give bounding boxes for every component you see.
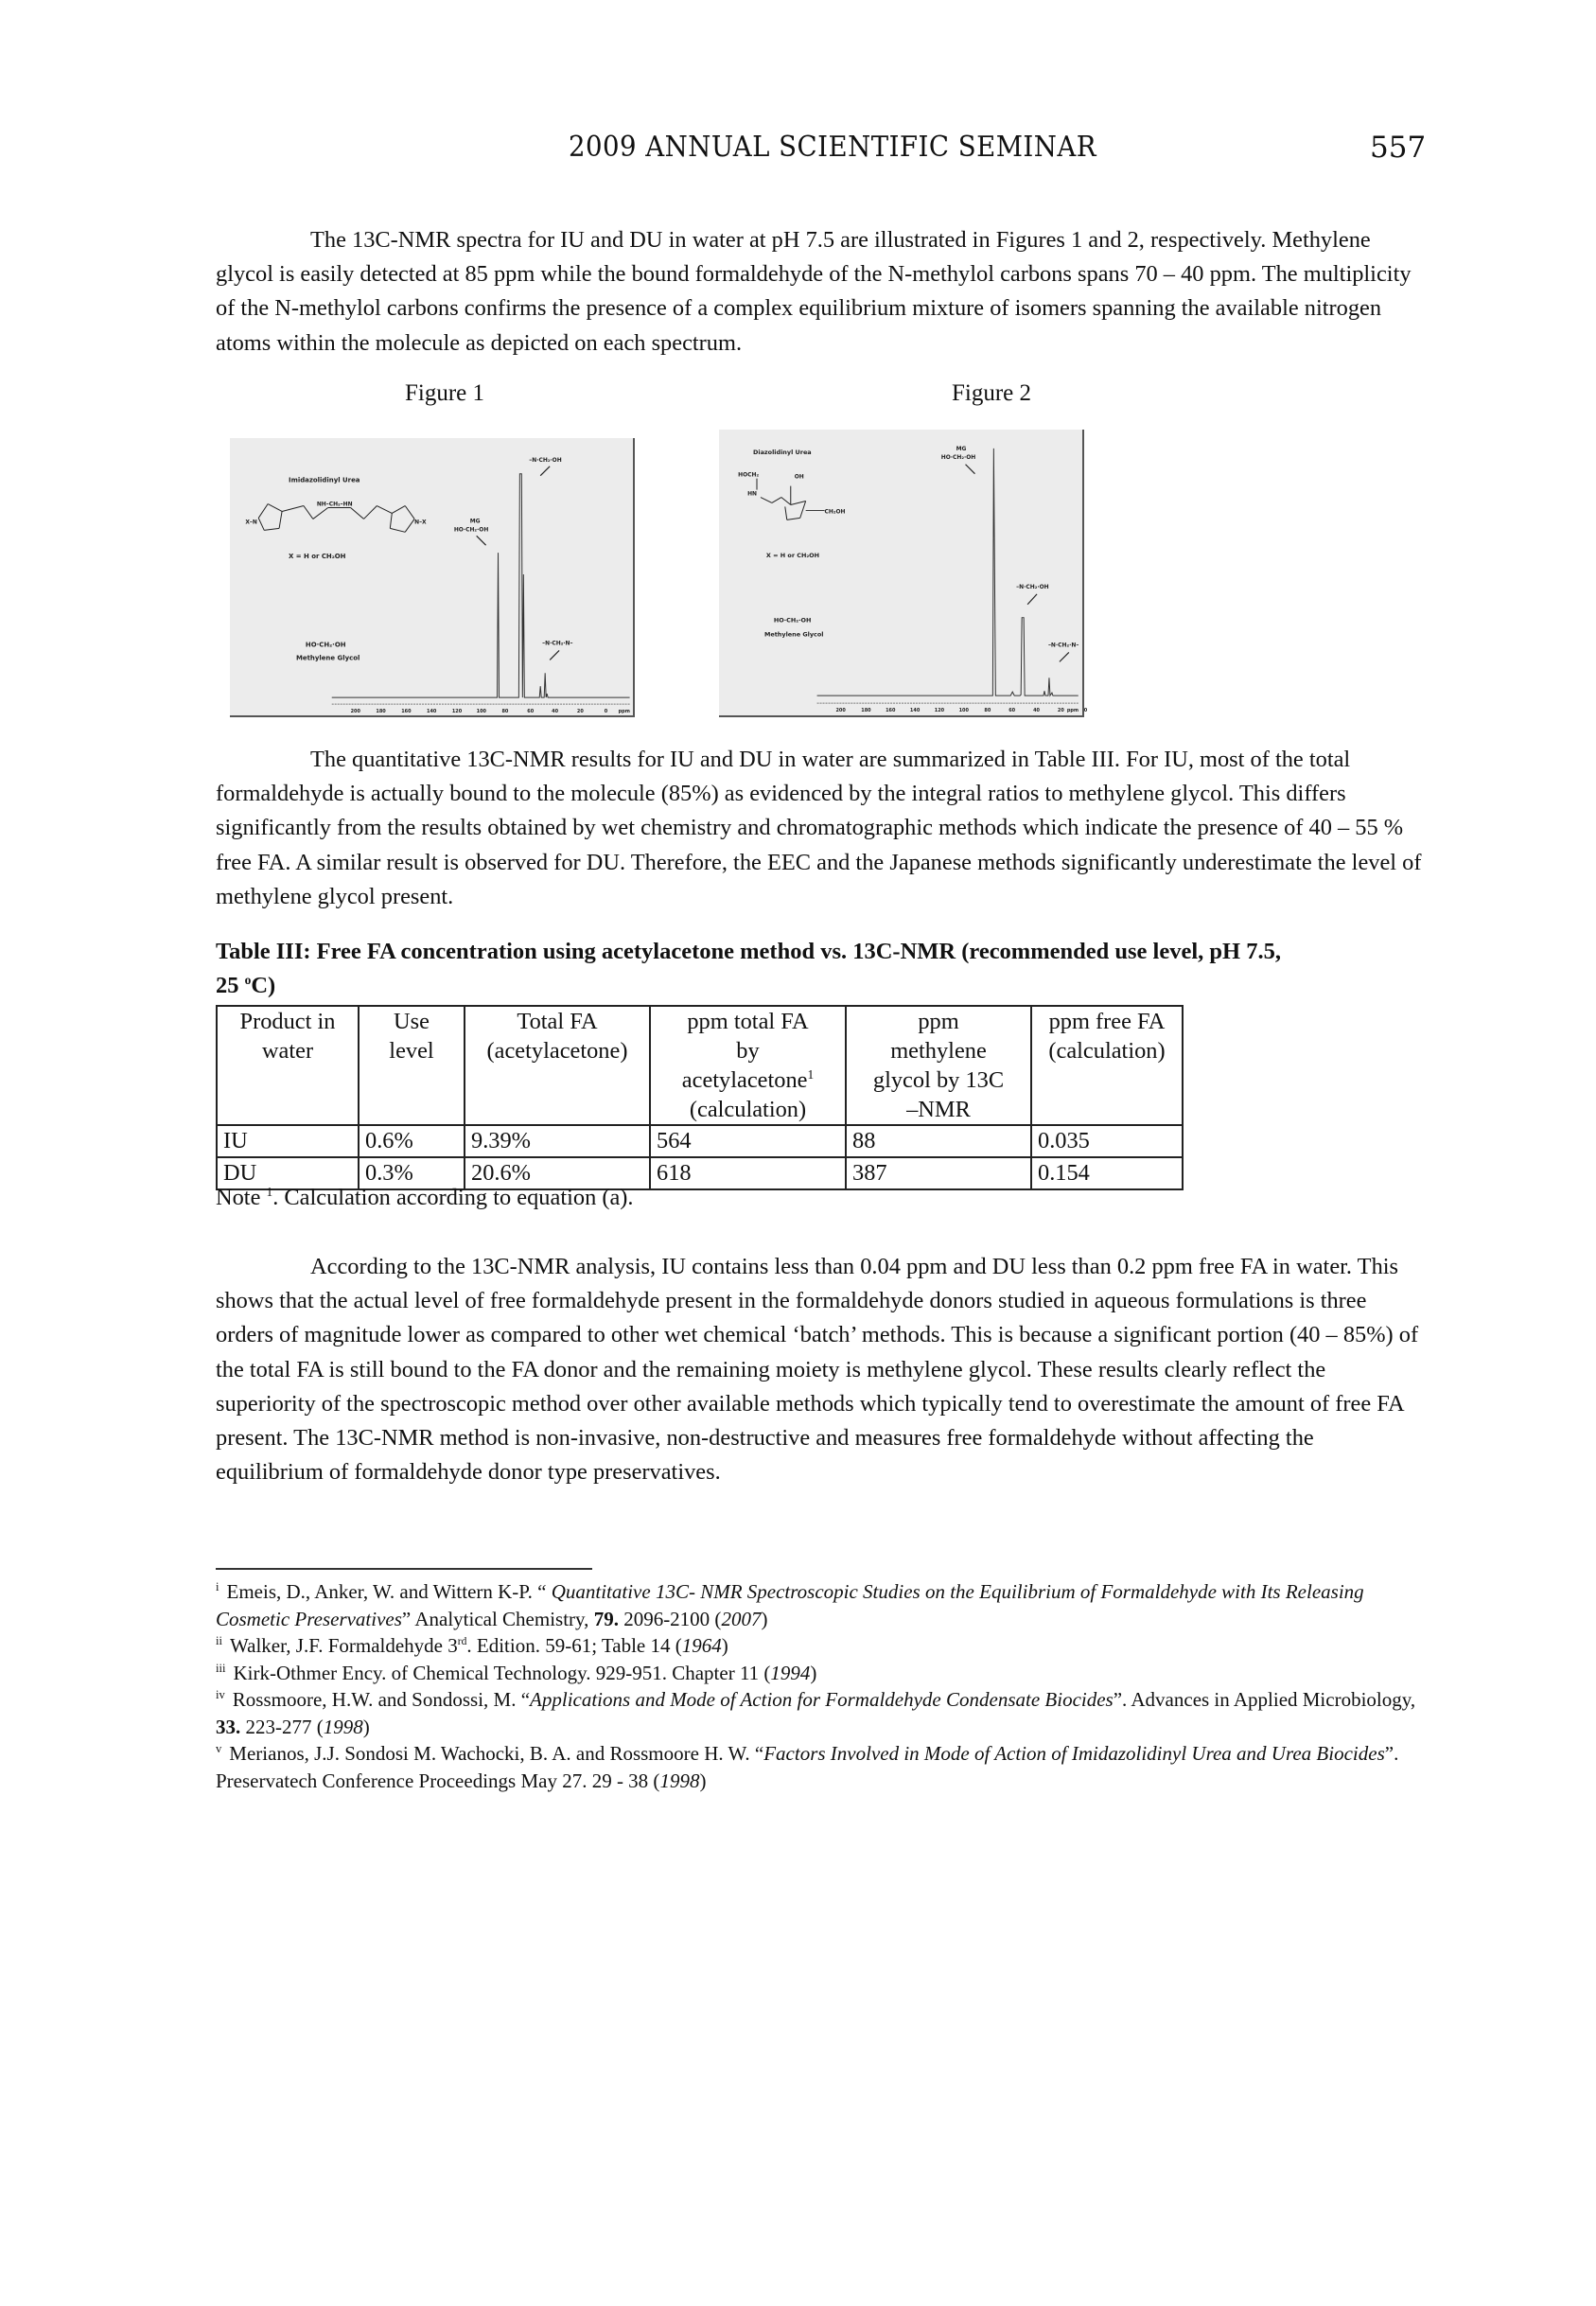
column-header-ppm-free-fa: ppm free FA (calculation) bbox=[1031, 1006, 1183, 1125]
svg-text:60: 60 bbox=[1008, 708, 1016, 714]
svg-text:X–N: X–N bbox=[245, 519, 257, 526]
column-header-use-level: Use level bbox=[359, 1006, 465, 1125]
figure-1-nmr-spectrum bbox=[230, 438, 635, 717]
svg-text:200: 200 bbox=[350, 709, 360, 715]
cell-total-fa: 20.6% bbox=[465, 1157, 650, 1189]
cell-product: IU bbox=[217, 1125, 359, 1157]
svg-text:100: 100 bbox=[958, 708, 969, 714]
running-title: 2009 ANNUAL SCIENTIFIC SEMINAR bbox=[568, 131, 1097, 164]
arrow-icon bbox=[1060, 652, 1069, 661]
substituent-note: X = H or CH₂OH bbox=[765, 552, 820, 560]
svg-text:OH: OH bbox=[794, 473, 804, 481]
substituent-note: X = H or CH₂OH bbox=[289, 553, 346, 561]
cell-ppm-total-fa: 618 bbox=[650, 1157, 846, 1189]
footnote-marker: v bbox=[216, 1742, 222, 1755]
footnote-marker: iv bbox=[216, 1688, 225, 1701]
cell-ppm-methylene-glycol: 88 bbox=[846, 1125, 1031, 1157]
figure-2-nmr-spectrum bbox=[719, 430, 1088, 717]
cell-product: DU bbox=[217, 1157, 359, 1189]
mg-peak-label: HO·CH₂·OH bbox=[453, 526, 489, 534]
footnote-iv: $^{iv}$ Rossmoore, H.W. and Sondossi, M. “Applications and Mode of Action for Formaldehyde Condensate Biocides”. Advances in Applied Microbiology, 33. 223-277 (1998) bbox=[216, 1688, 1416, 1738]
footnote-separator bbox=[216, 1568, 592, 1570]
footnote-ii: $^{ii}$ Walker, J.F. Formaldehyde 3rd. Edition. 59-61; Table 14 (1964) bbox=[216, 1634, 728, 1657]
svg-text:80: 80 bbox=[501, 709, 509, 715]
footnote-marker: ii bbox=[216, 1634, 222, 1647]
svg-text:0: 0 bbox=[604, 709, 608, 715]
footnote-v: $^v$ Merianos, J.J. Sondosi M. Wachocki, B. A. and Rossmoore H. W. “Factors Involved in Mode of Action of Imidazolidinyl Urea and Urea Biocides”. Preservatech Conference Proceedings May 27. 29 - 38 (1998) bbox=[216, 1742, 1399, 1792]
table-header-row bbox=[217, 1006, 1183, 1125]
spectrum-trace bbox=[817, 449, 1079, 695]
svg-text:140: 140 bbox=[909, 708, 921, 714]
svg-text:200: 200 bbox=[835, 708, 846, 714]
cell-total-fa: 9.39% bbox=[465, 1125, 650, 1157]
footnotes bbox=[216, 1578, 1427, 1794]
column-header-total-fa: Total FA (acetylacetone) bbox=[465, 1006, 650, 1125]
svg-text:NH–CH₂–HN: NH–CH₂–HN bbox=[316, 501, 353, 508]
compound-name-label: Imidazolidinyl Urea bbox=[289, 476, 360, 484]
svg-text:120: 120 bbox=[451, 709, 463, 715]
mg-peak-label: HO·CH₂·OH bbox=[940, 453, 976, 461]
column-header-ppm-total-fa: ppm total FA by acetylacetone$^1$ (calculation) bbox=[650, 1006, 846, 1125]
svg-text:ppm: ppm bbox=[1066, 708, 1079, 714]
svg-text:40: 40 bbox=[552, 709, 559, 715]
svg-text:100: 100 bbox=[476, 709, 487, 715]
mg-tag-label: MG bbox=[469, 518, 481, 525]
svg-text:40: 40 bbox=[1033, 708, 1040, 714]
svg-text:160: 160 bbox=[401, 709, 412, 715]
nmr-spectrum-iu-chart bbox=[230, 438, 633, 715]
nmr-spectrum-du-chart bbox=[719, 430, 1088, 715]
table-note: Note $^1$. Calculation according to equation (a). bbox=[216, 1184, 634, 1210]
running-head bbox=[0, 131, 1596, 168]
figure-1-caption: Figure 1 bbox=[405, 380, 485, 406]
svg-text:80: 80 bbox=[984, 708, 991, 714]
footnote-marker: i bbox=[216, 1580, 219, 1593]
n-ch2-oh-label: –N·CH₂·OH bbox=[529, 456, 562, 464]
imidazolidinyl-urea-structure-icon bbox=[258, 501, 414, 533]
figure-2-caption: Figure 2 bbox=[952, 380, 1032, 406]
footnote-i: $^i$ Emeis, D., Anker, W. and Wittern K-P. “ Quantitative 13C- NMR Spectroscopic Studies on the Equilibrium of Formaldehyde with Its Releasing Cosmetic Preservatives” Analytical Chemistry, 79. 2096-2100 (2007) bbox=[216, 1580, 1364, 1630]
table-row-iu bbox=[217, 1125, 1183, 1157]
n-ch2-n-label: –N·CH₂·N– bbox=[1047, 642, 1079, 649]
mg-tag-label: MG bbox=[956, 445, 967, 452]
methylene-glycol-formula: HO·CH₂·OH bbox=[773, 616, 812, 625]
footnote-marker: iii bbox=[216, 1661, 226, 1675]
svg-text:160: 160 bbox=[886, 708, 896, 714]
svg-text:20: 20 bbox=[1057, 708, 1064, 714]
svg-text:60: 60 bbox=[527, 709, 535, 715]
diazolidinyl-urea-structure-icon bbox=[757, 479, 825, 520]
cell-ppm-free-fa: 0.035 bbox=[1031, 1125, 1183, 1157]
cell-ppm-free-fa: 0.154 bbox=[1031, 1157, 1183, 1189]
column-header-ppm-methylene-glycol: ppm methylene glycol by 13C –NMR bbox=[846, 1006, 1031, 1125]
page-number: 557 bbox=[1370, 131, 1427, 165]
methylene-glycol-name: Methylene Glycol bbox=[763, 630, 824, 639]
paragraph-quantitative-results bbox=[216, 743, 1422, 914]
arrow-icon bbox=[550, 650, 559, 660]
svg-text:N–X: N–X bbox=[414, 519, 427, 526]
compound-name-label: Diazolidinyl Urea bbox=[753, 448, 812, 456]
cell-use-level: 0.6% bbox=[359, 1125, 465, 1157]
svg-text:180: 180 bbox=[376, 709, 386, 715]
x-axis-ticks bbox=[351, 709, 630, 714]
svg-text:180: 180 bbox=[861, 708, 871, 714]
svg-text:CH₂OH: CH₂OH bbox=[824, 508, 846, 516]
table-caption: Table III: Free FA concentration using acetylacetone method vs. 13C-NMR (recommended use level, pH 7.5, 25 $^o$C) bbox=[216, 939, 1281, 998]
column-header-product: Product in water bbox=[217, 1006, 359, 1125]
svg-text:0: 0 bbox=[1083, 708, 1088, 714]
spectrum-trace bbox=[332, 474, 630, 697]
n-ch2-n-label: –N·CH₂·N– bbox=[542, 640, 573, 647]
n-ch2-oh-label: –N·CH₂·OH bbox=[1016, 583, 1049, 590]
x-axis-ticks bbox=[835, 708, 1087, 713]
cell-ppm-total-fa: 564 bbox=[650, 1125, 846, 1157]
cell-use-level: 0.3% bbox=[359, 1157, 465, 1189]
paragraph-text: According to the 13C-NMR analysis, IU contains less than 0.04 ppm and DU less than 0.2 ppm free FA in water. This shows that the actual level of free formaldehyde present in the formaldehyde donors studied in aqueous formulations is three orders of magnitude lower as compared to other wet chemical ‘batch’ methods. This is because a significant portion (40 – 85%) of the total FA is still bound to the FA donor and the remaining moiety is methylene glycol. These results clearly reflect the superiority of the spectroscopic method over other available methods which typically tend to overestimate the amount of free FA present. The 13C-NMR method is non-invasive, non-destructive and measures free formaldehyde without affecting the equilibrium of formaldehyde donor type preservatives. bbox=[216, 1254, 1419, 1486]
cell-ppm-methylene-glycol: 387 bbox=[846, 1157, 1031, 1189]
table-free-fa-concentration bbox=[216, 1005, 1184, 1190]
arrow-icon bbox=[540, 466, 550, 476]
svg-text:ppm: ppm bbox=[618, 709, 630, 715]
paragraph-conclusion bbox=[216, 1250, 1422, 1489]
methylene-glycol-name: Methylene Glycol bbox=[295, 654, 360, 662]
svg-text:120: 120 bbox=[934, 708, 945, 714]
paragraph-text: The 13C-NMR spectra for IU and DU in water at pH 7.5 are illustrated in Figures 1 and 2, respectively. Methylene glycol is easily detected at 85 ppm while the bound formaldehyde of the N-methylol carbons spans 70 – 40 ppm. The multiplicity of the N-methylol carbons confirms the presence of a complex equilibrium mixture of isomers spanning the available nitrogen atoms within the molecule as depicted on each spectrum. bbox=[216, 227, 1412, 356]
svg-text:20: 20 bbox=[576, 709, 584, 715]
svg-text:HOCH₂: HOCH₂ bbox=[738, 471, 760, 479]
arrow-icon bbox=[477, 536, 486, 545]
degree-symbol: o bbox=[244, 972, 252, 987]
arrow-icon bbox=[966, 465, 975, 474]
svg-text:140: 140 bbox=[427, 709, 437, 715]
footnote-iii: $^{iii}$ Kirk-Othmer Ency. of Chemical Technology. 929-951. Chapter 11 (1994) bbox=[216, 1661, 817, 1684]
svg-text:HN: HN bbox=[747, 490, 758, 498]
methylene-glycol-formula: HO·CH₂·OH bbox=[305, 641, 346, 649]
arrow-icon bbox=[1027, 594, 1037, 605]
paragraph-spectra-intro bbox=[216, 223, 1422, 361]
paragraph-text: The quantitative 13C-NMR results for IU and DU in water are summarized in Table III. For IU, most of the total formaldehyde is actually bound to the molecule (85%) as evidenced by the integral ratios to methylene glycol. This differs significantly from the results obtained by wet chemistry and chromatographic methods which indicate the presence of 40 – 55 % free FA. A similar result is observed for DU. Therefore, the EEC and the Japanese methods significantly underestimate the level of methylene glycol present. bbox=[216, 747, 1422, 909]
